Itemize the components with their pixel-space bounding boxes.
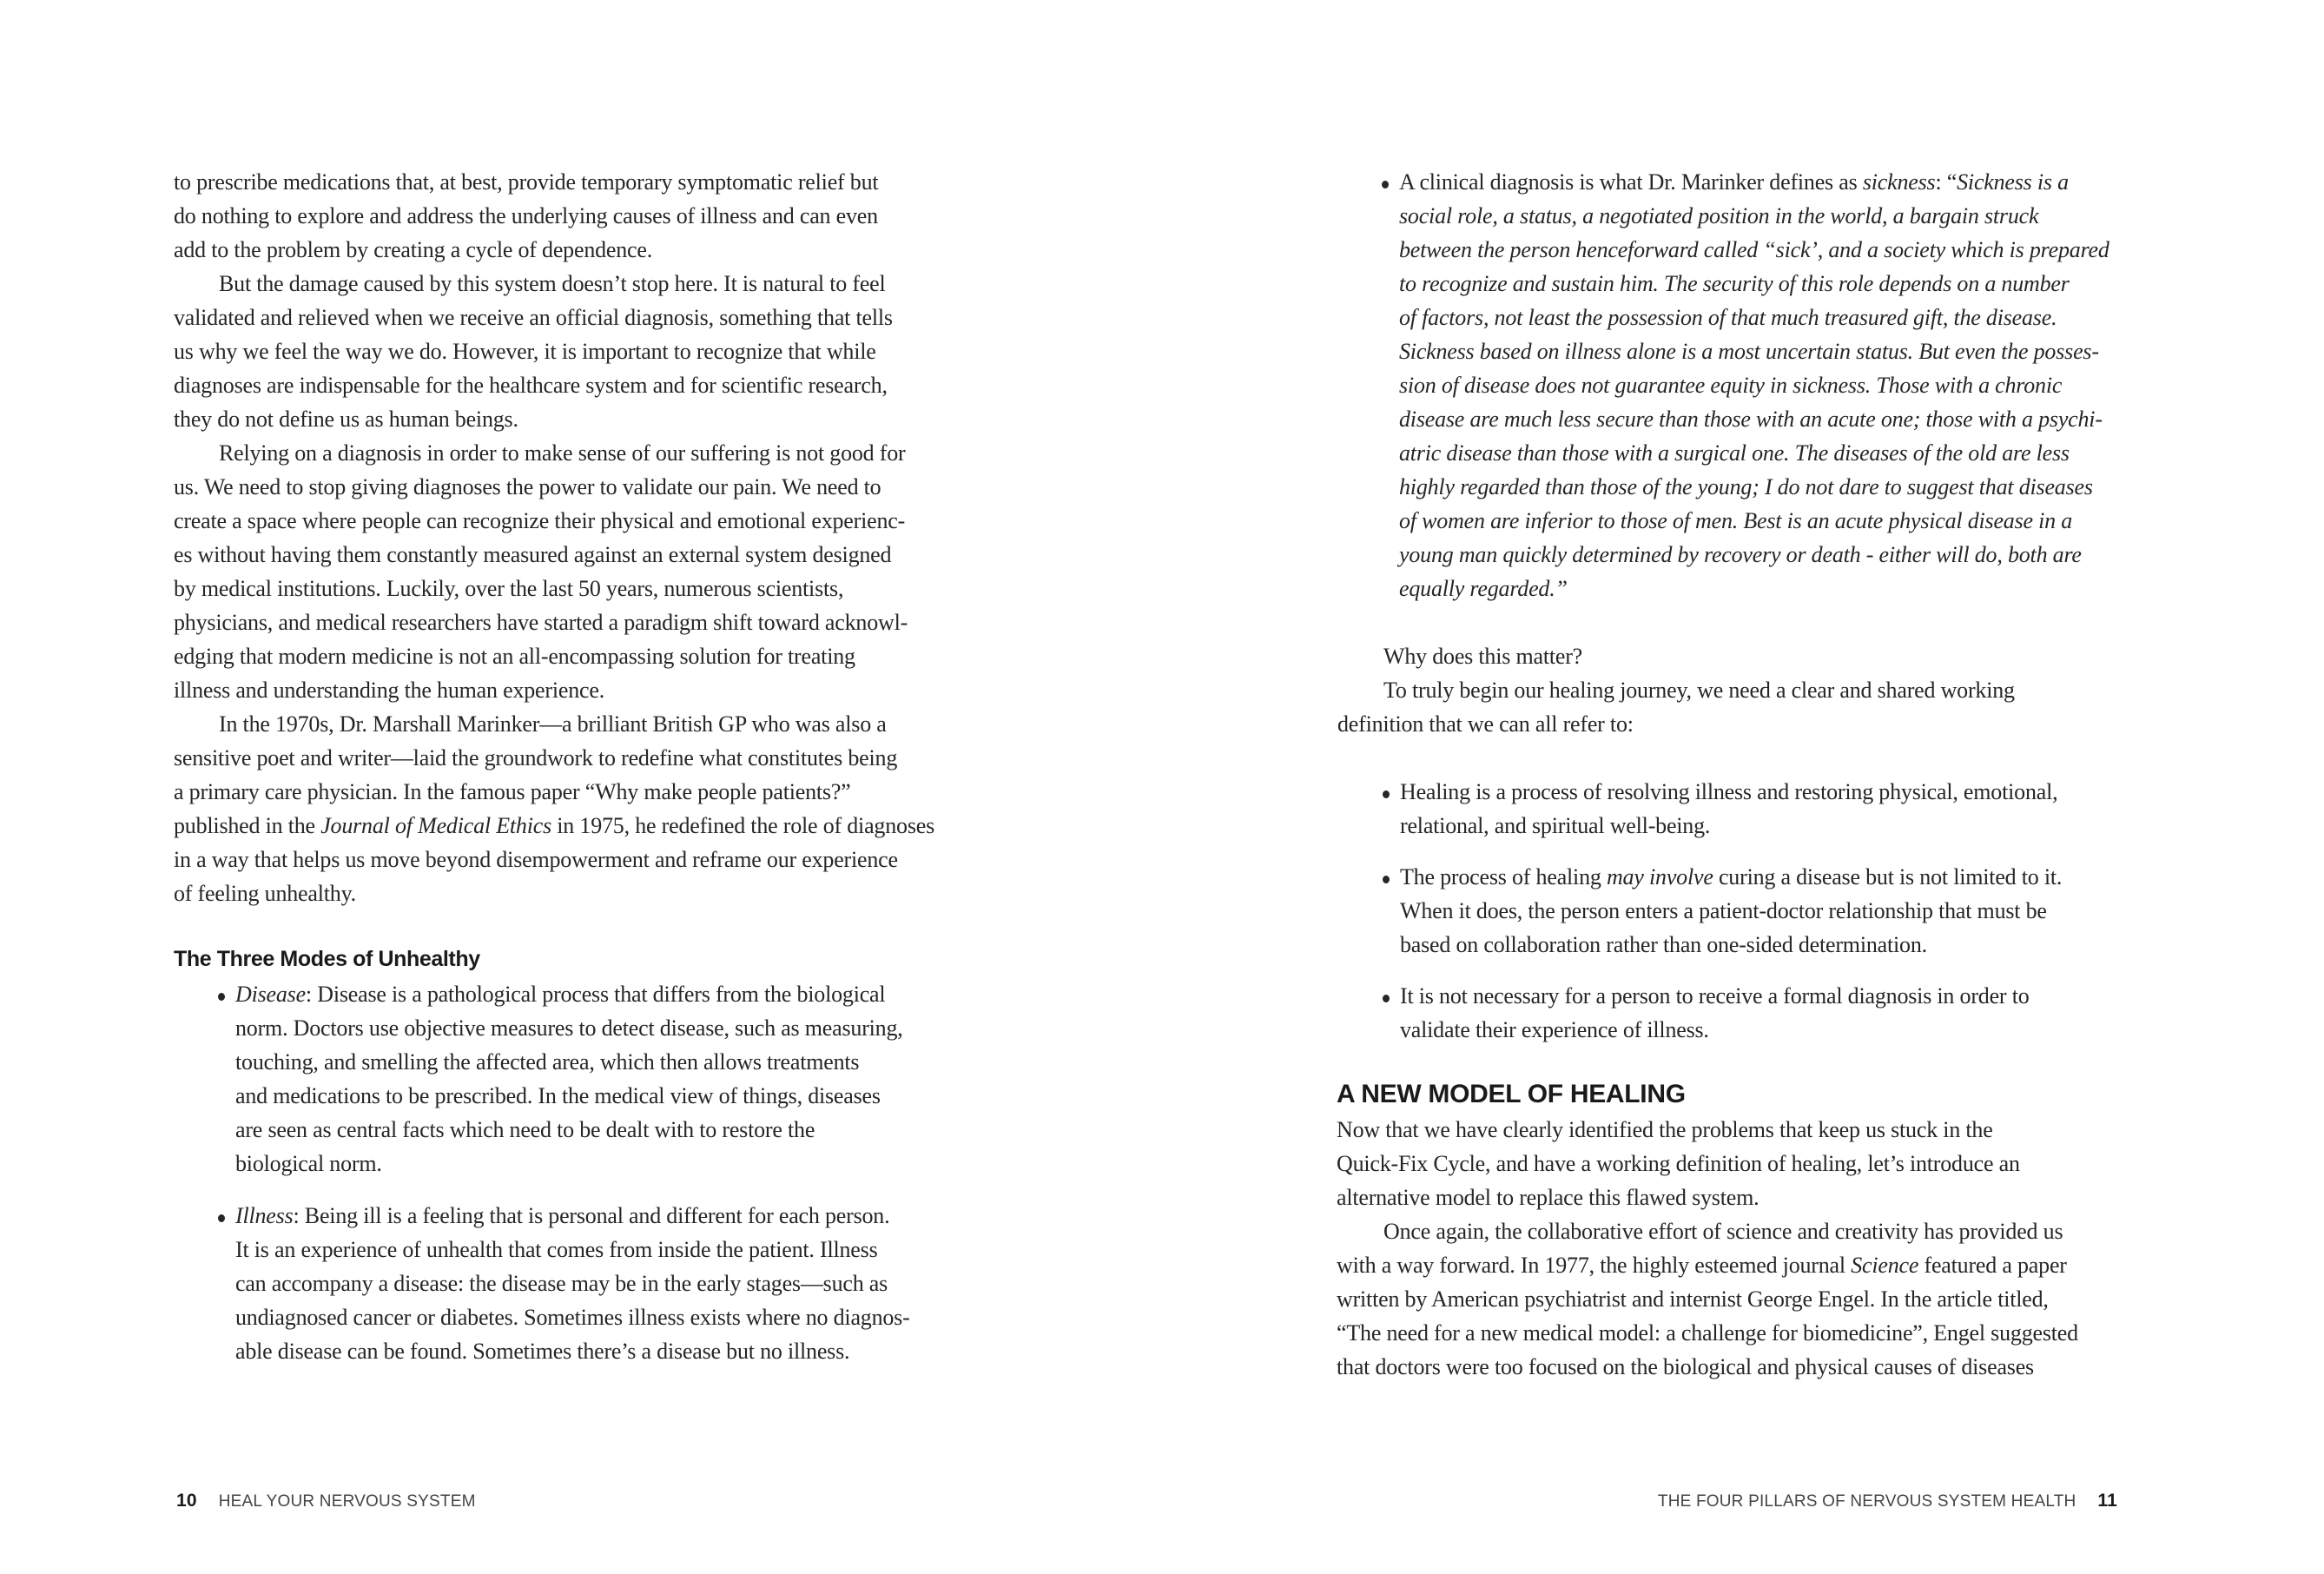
body-line — [1337, 1252, 2067, 1280]
quote-text: Sickness is a — [1957, 169, 2069, 195]
bullet-sickness — [1399, 169, 2069, 196]
running-head: HEAL YOUR NERVOUS SYSTEM — [218, 1492, 476, 1511]
body-text: : “ — [1935, 169, 1958, 195]
body-line: Why does this matter? — [1383, 644, 1583, 669]
quote-line: disease are much less secure than those with an acute one; those with a psychi- — [1399, 407, 2103, 432]
body-line: relational, and spiritual well-being. — [1400, 813, 1711, 838]
bullet-term: Illness — [235, 1203, 294, 1228]
body-line — [174, 812, 934, 840]
body-line: in a way that helps us move beyond disempowerment and reframe our experience — [174, 847, 898, 872]
bullet-disease — [235, 981, 885, 1009]
quote-line: highly regarded than those of the young; I do not dare to suggest that diseases — [1399, 474, 2093, 499]
journal-title: Journal of Medical Ethics — [320, 813, 551, 838]
body-line: validate their experience of illness. — [1400, 1017, 1709, 1042]
body-line: To truly begin our healing journey, we need a clear and shared working — [1383, 678, 2015, 703]
bullet-definition: It is not necessary for a person to receive a formal diagnosis in order to — [1400, 983, 2030, 1009]
body-line: Relying on a diagnosis in order to make sense of our suffering is not good for — [219, 440, 906, 466]
quote-line: young man quickly determined by recovery or death - either will do, both are — [1399, 542, 2082, 567]
body-line: definition that we can all refer to: — [1337, 711, 1634, 737]
body-text: : Disease is a pathological process that differs from the biological — [305, 982, 886, 1007]
body-line: physicians, and medical researchers have started a paradigm shift toward acknowl- — [174, 610, 908, 635]
page-number: 10 — [176, 1491, 197, 1511]
body-line: But the damage caused by this system doesn’t stop here. It is natural to feel — [219, 271, 886, 296]
journal-title: Science — [1851, 1253, 1919, 1278]
body-line: of feeling unhealthy. — [174, 881, 356, 906]
body-line: a primary care physician. In the famous paper “Why make people patients?” — [174, 779, 851, 804]
section-heading: A NEW MODEL OF HEALING — [1337, 1080, 1686, 1108]
quote-line: sion of disease does not guarantee equity in sickness. Those with a chronic — [1399, 373, 2063, 398]
running-head: THE FOUR PILLARS OF NERVOUS SYSTEM HEALTH — [1657, 1492, 2076, 1511]
body-line: es without having them constantly measured against an external system designed — [174, 542, 892, 567]
body-line: that doctors were too focused on the biological and physical causes of diseases — [1337, 1354, 2034, 1379]
body-line: can accompany a disease: the disease may be in the early stages—such as — [235, 1271, 888, 1296]
body-text: A clinical diagnosis is what Dr. Marinker defines as — [1399, 169, 1863, 195]
body-text: published in the — [174, 813, 321, 838]
body-line: alternative model to replace this flawed system. — [1337, 1185, 1760, 1210]
body-line: Now that we have clearly identified the problems that keep us stuck in the — [1337, 1117, 1993, 1142]
body-line: to prescribe medications that, at best, provide temporary symptomatic relief but — [174, 169, 879, 195]
body-line: Once again, the collaborative effort of science and creativity has provided us — [1383, 1219, 2063, 1244]
italic-term: sickness — [1862, 169, 1936, 195]
body-line: written by American psychiatrist and internist George Engel. In the article titled, — [1337, 1286, 2049, 1312]
body-line: sensitive poet and writer—laid the groundwork to redefine what constitutes being — [174, 745, 898, 770]
page-footer-left — [176, 1491, 476, 1511]
body-line: diagnoses are indispensable for the healthcare system and for scientific research, — [174, 373, 888, 398]
subheading: The Three Modes of Unhealthy — [174, 947, 480, 971]
body-line: create a space where people can recognize their physical and emotional experienc- — [174, 508, 906, 533]
bullet-definition — [1400, 863, 2062, 891]
right-page — [1162, 0, 2324, 1574]
quote-line: Sickness based on illness alone is a most uncertain status. But even the posses- — [1399, 339, 2099, 364]
body-line: us. We need to stop giving diagnoses the power to validate our pain. We need to — [174, 474, 881, 499]
italic-term: may involve — [1606, 864, 1713, 890]
quote-line: to recognize and sustain him. The security of this role depends on a number — [1399, 271, 2070, 296]
quote-line: of factors, not least the possession of that much treasured gift, the disease. — [1399, 305, 2057, 330]
quote-line: of women are inferior to those of men. Best is an acute physical disease in a — [1399, 508, 2073, 533]
body-line: norm. Doctors use objective measures to detect disease, such as measuring, — [235, 1015, 903, 1041]
bullet-definition: Healing is a process of resolving illness and restoring physical, emotional, — [1400, 779, 2058, 804]
body-text: : Being ill is a feeling that is personal and different for each person. — [293, 1203, 890, 1228]
body-line: “The need for a new medical model: a challenge for biomedicine”, Engel suggested — [1337, 1320, 2078, 1346]
page-footer-right — [1658, 1491, 2117, 1511]
body-line: add to the problem by creating a cycle of dependence. — [174, 237, 653, 262]
body-line: biological norm. — [235, 1151, 382, 1176]
body-line: based on collaboration rather than one-sided determination. — [1400, 932, 1927, 957]
body-line: by medical institutions. Luckily, over the last 50 years, numerous scientists, — [174, 576, 844, 601]
body-line: do nothing to explore and address the underlying causes of illness and can even — [174, 203, 878, 228]
body-line: It is an experience of unhealth that comes from inside the patient. Illness — [235, 1237, 878, 1262]
body-line: undiagnosed cancer or diabetes. Sometimes illness exists where no diagnos- — [235, 1305, 910, 1330]
body-line: In the 1970s, Dr. Marshall Marinker—a brilliant British GP who was also a — [219, 711, 887, 737]
quote-line: social role, a status, a negotiated position in the world, a bargain struck — [1399, 203, 2039, 228]
quote-line: between the person henceforward called “sick’, and a society which is prepared — [1399, 237, 2109, 262]
body-text: The process of healing — [1400, 864, 1607, 890]
body-line: Quick-Fix Cycle, and have a working definition of healing, let’s introduce an — [1337, 1151, 2020, 1176]
body-text: featured a paper — [1918, 1253, 2067, 1278]
body-line: are seen as central facts which need to be dealt with to restore the — [235, 1117, 815, 1142]
body-line: us why we feel the way we do. However, it is important to recognize that while — [174, 339, 876, 364]
body-line: edging that modern medicine is not an all-encompassing solution for treating — [174, 644, 855, 669]
quote-line: equally regarded.” — [1399, 576, 1568, 601]
body-line: validated and relieved when we receive an official diagnosis, something that tells — [174, 305, 893, 330]
body-line: they do not define us as human beings. — [174, 407, 518, 432]
body-line: illness and understanding the human experience. — [174, 678, 605, 703]
body-line: and medications to be prescribed. In the medical view of things, diseases — [235, 1083, 881, 1108]
body-text: in 1975, he redefined the role of diagnoses — [551, 813, 934, 838]
body-line: able disease can be found. Sometimes there’s a disease but no illness. — [235, 1339, 850, 1364]
quote-line: atric disease than those with a surgical one. The diseases of the old are less — [1399, 440, 2070, 466]
bullet-illness — [235, 1202, 889, 1230]
body-text: curing a disease but is not limited to it. — [1713, 864, 2063, 890]
body-line: touching, and smelling the affected area, which then allows treatments — [235, 1049, 860, 1075]
bullet-term: Disease — [235, 982, 306, 1007]
body-line: When it does, the person enters a patient-doctor relationship that must be — [1400, 898, 2047, 923]
body-text: with a way forward. In 1977, the highly esteemed journal — [1337, 1253, 1852, 1278]
page-number: 11 — [2097, 1491, 2117, 1511]
